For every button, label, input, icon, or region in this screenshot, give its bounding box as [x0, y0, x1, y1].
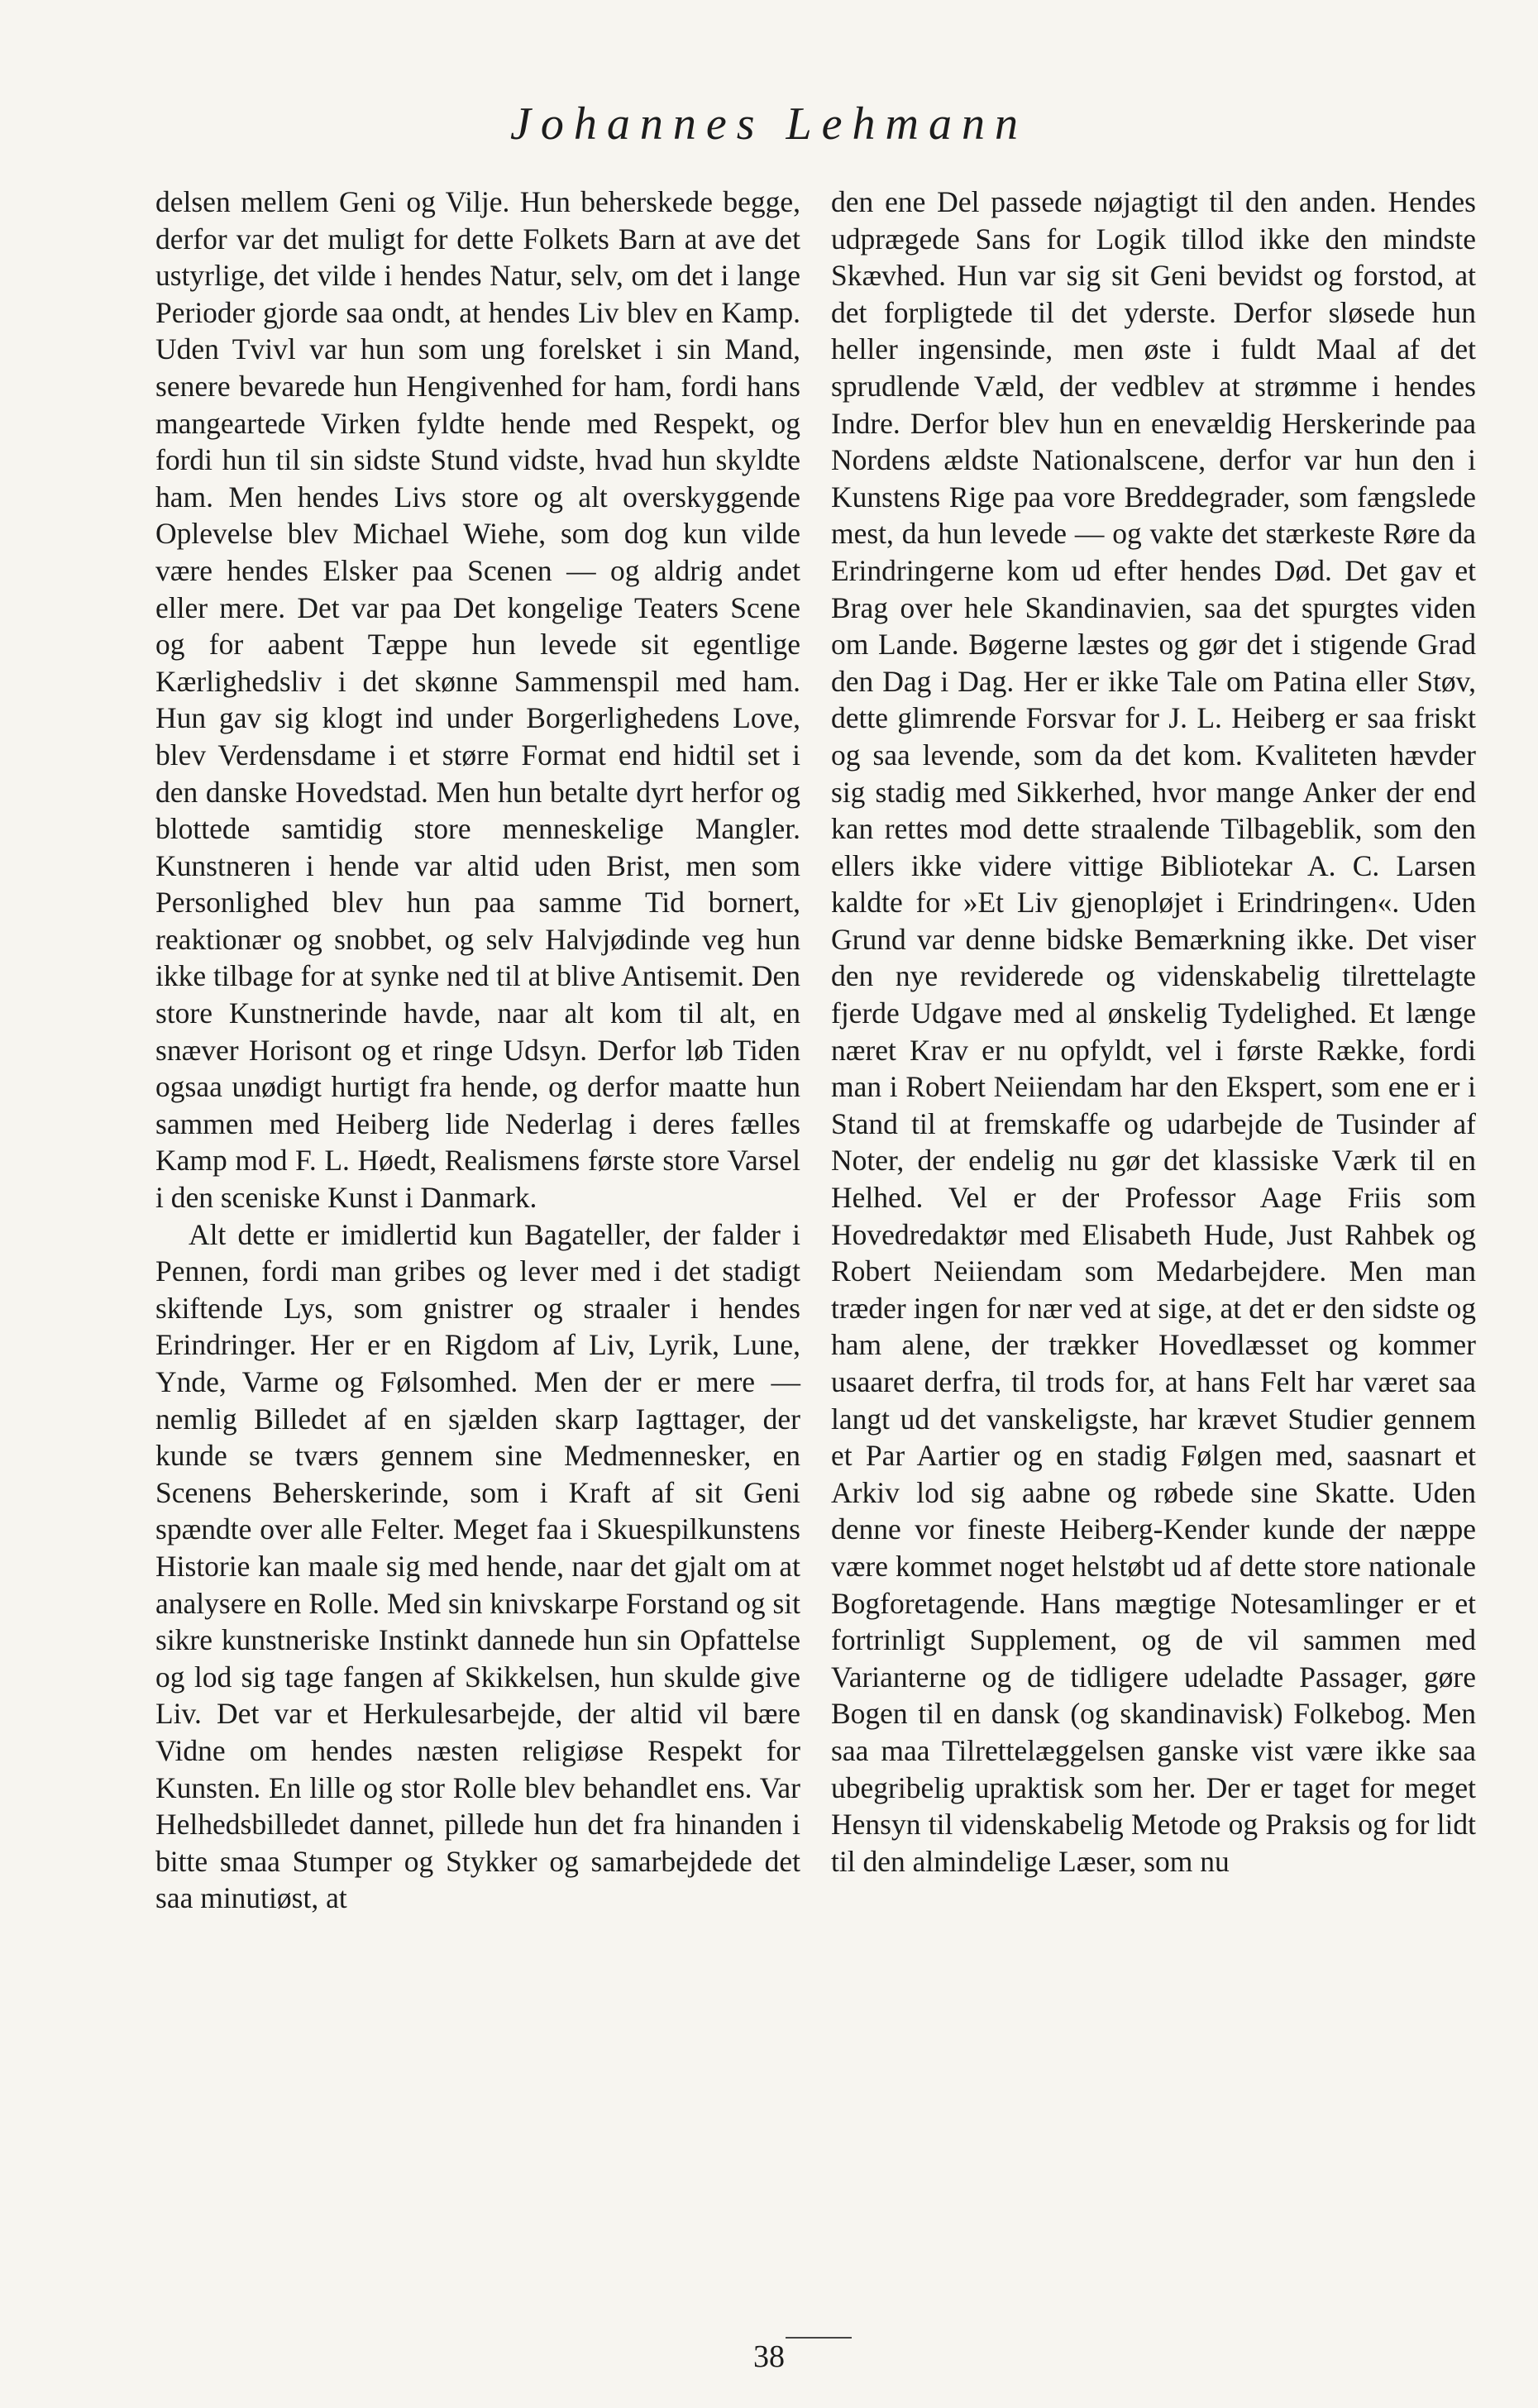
paragraph: Alt dette er imidlertid kun Bagateller, der falder i Pennen, fordi man gribes og lever med i det stadigt skiftende Lys, som gnistrer og straaler i hendes Erindringer. Her er en Rigdom af Liv, Lyrik, Lune, Ynde, Varme og Følsomhed. Men der er mere — nemlig Billedet af en sjælden skarp Iagttager, der kunde se tværs gennem sine Medmennesker, en Scenens Beherskerinde, som i Kraft af sit Geni spændte over alle Felter. Meget faa i Skuespilkunstens Historie kan maale sig med hende, naar det gjalt om at analysere en Rolle. Med sin knivskarpe Forstand og sit sikre kunstneriske Instinkt dannede hun sin Opfattelse og lod sig tage fangen af Skikkelsen, hun skulde give Liv. Det var et Herkulesarbejde, der altid vil bære Vidne om hendes næsten religiøse Respekt for Kunsten. En lille og stor Rolle blev behandlet ens. Var Helhedsbilledet dannet, pillede hun det fra hinanden i bitte smaa Stumper og Stykker og samarbejdede det saa minutiøst, at	[155, 1217, 800, 1915]
running-header: Johannes Lehmann	[510, 98, 1028, 150]
paragraph: delsen mellem Geni og Vilje. Hun beherskede begge, derfor var det muligt for dette Folkets Barn at ave det ustyrlige, det vilde i hendes Natur, selv, om det i lange Perioder gjorde saa ondt, at hendes Liv blev en Kamp. Uden Tvivl var hun som ung forelsket i sin Mand, senere bevarede hun Hengivenhed for ham, fordi hans mangeartede Virken fyldte hende med Respekt, og fordi hun til sin sidste Stund vidste, hvad hun skyldte ham. Men hendes Livs store og alt overskyggende Oplevelse blev Michael Wiehe, som dog kun vilde være hendes Elsker paa Scenen — og aldrig andet eller mere. Det var paa Det kongelige Teaters Scene og for aabent Tæppe hun levede sit egentlige Kærlighedsliv i det skønne Sammenspil med ham. Hun gav sig klogt ind under Borgerlighedens Love, blev Verdensdame i et større Format end hidtil set i den danske Hovedstad. Men hun betalte dyrt herfor og blottede samtidig store menneskelige Mangler. Kunstneren i hende var altid uden Brist, men som Personlighed blev hun paa samme Tid bornert, reaktionær og snobbet, og selv Halvjødinde veg hun ikke tilbage for at synke ned til at blive Antisemit. Den store Kunstnerinde havde, naar alt kom til alt, en snæver Horisont og et ringe Udsyn. Derfor løb Tiden ogsaa unødigt hurtigt fra hende, og derfor maatte hun sammen med Heiberg lide Nederlag i deres fælles Kamp mod F. L. Høedt, Realismens første store Varsel i den sceniske Kunst i Danmark.	[155, 185, 800, 1215]
paragraph: den ene Del passede nøjagtigt til den anden. Hendes udprægede Sans for Logik tillod ikke den mindste Skævhed. Hun var sig sit Geni bevidst og forstod, at det forpligtede til det yderste. Derfor sløsede hun heller ingensinde, men øste i fuldt Maal af det sprudlende Væld, der vedblev at strømme i hendes Indre. Derfor blev hun en enevældig Herskerinde paa Nordens ældste Nationalscene, derfor var hun den i Kunstens Rige paa vore Breddegrader, som fængslede mest, da hun levede — og vakte det stærkeste Røre da Erindringerne kom ud efter hendes Død. Det gav et Brag over hele Skandinavien, saa det spurgtes viden om Lande. Bøgerne læstes og gør det i stigende Grad den Dag i Dag. Her er ikke Tale om Patina eller Støv, dette glimrende Forsvar for J. L. Heiberg er saa friskt og saa levende, som da det kom. Kvaliteten hævder sig stadig med Sikkerhed, hvor mange Anker der end kan rettes mod dette straalende Tilbageblik, som den ellers ikke videre vittige Bibliotekar A. C. Larsen kaldte for »Et Liv gjenopløjet i Erindringen«. Uden Grund var denne bidske Bemærkning ikke. Det viser den nye reviderede og videnskabelig tilrettelagte fjerde Udgave med al ønskelig Tydelighed. Et længe næret Krav er nu opfyldt, vel i første Række, fordi man i Robert Neiiendam har den Ekspert, som ene er i Stand til at fremskaffe og udarbejde de Tusinder af Noter, der endelig nu gør det klassiske Værk til en Helhed. Vel er der Professor Aage Friis som Hovedredaktør med Elisabeth Hude, Just Rahbek og Robert Neiiendam som Medarbejdere. Men man træder ingen for nær ved at sige, at det er den sidste og ham alene, der trækker Hovedlæsset og kommer usaaret derfra, til trods for, at hans Felt har været saa langt ud det vanskeligste, har krævet Studier gennem et Par Aartier og en stadig Følgen med, saasnart et Arkiv lod sig aabne og røbede sine Skatte. Uden denne vor fineste Heiberg-Kender kunde der næppe være kommet noget helstøbt ud af dette store nationale Bogforetagende. Hans mægtige Notesamlinger er et fortrinligt Supplement, og de vil sammen med Varianterne og de tidligere udeladte Passager, gøre Bogen til en dansk (og skandinavisk) Folkebog. Men saa maa Tilrettelæggelsen ganske vist være ikke saa ubegribelig upraktisk som her. Der er taget for meget Hensyn til videnskabelig Metode og Praksis og for lidt til den almindelige Læser, som nu	[831, 185, 1476, 1878]
left-column	[155, 184, 800, 1917]
page-number: 38	[753, 2339, 785, 2374]
right-column	[831, 184, 1476, 1880]
